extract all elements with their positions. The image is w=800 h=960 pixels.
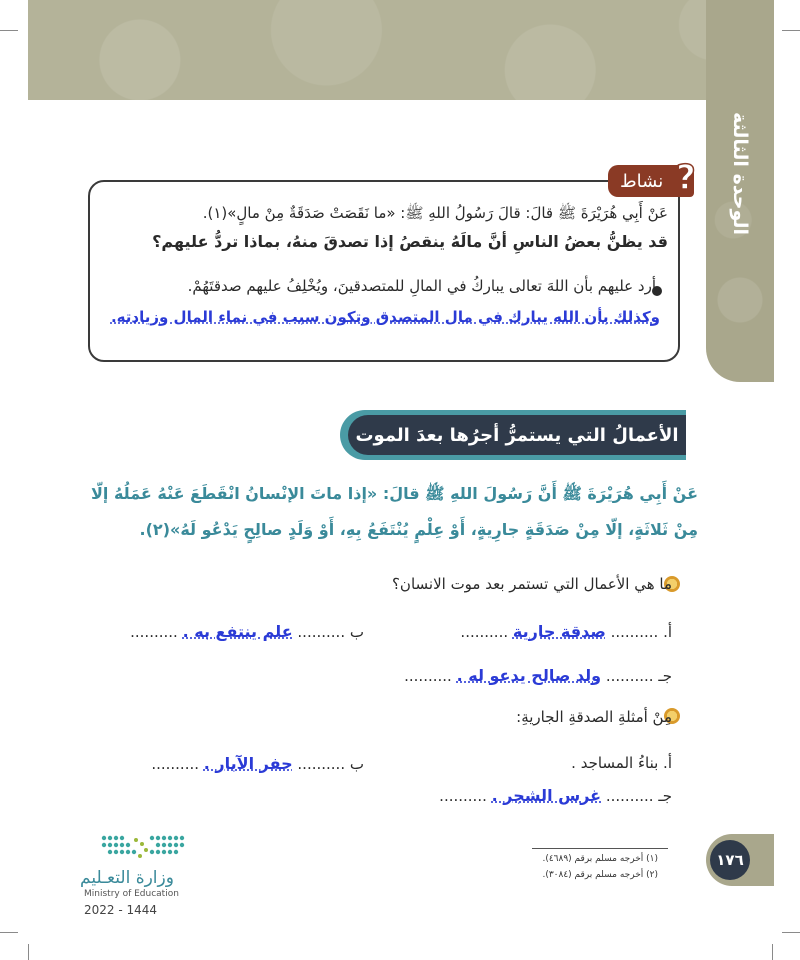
hadith-line-1: عَنْ أَبِي هُرَيْرَةَ ﷺ أَنَّ رَسُولَ اللهِ ﷺ قالَ: «إذا ماتَ الإنْسانُ انْقَطَعَ عَنْهُ عَمَلُهُ إلّا <box>91 484 698 503</box>
answer-dots: .......... <box>297 623 346 641</box>
page-number-text: ١٧٦ <box>716 851 744 869</box>
answer-1a <box>460 622 672 641</box>
activity-answer-written[interactable]: وكذلك بأن الله يبارك في مال المتصدق وتكون سبب في نماء المال وزيادته. <box>110 308 660 326</box>
activity-hadith: عَنْ أَبِي هُرَيْرَةَ ﷺ قالَ: قالَ رَسُولُ اللهِ ﷺ: «ما نَقَصَتْ صَدَقَةٌ مِنْ مالٍ»(١). <box>202 204 668 222</box>
unit-title: الوحدة الثالثة <box>729 111 751 235</box>
ministry-logo-arabic: وزارة التعـليم <box>80 868 174 888</box>
activity-tag-label: نشاط <box>620 170 664 192</box>
answer-1b <box>130 622 364 641</box>
question-2-prompt: مِنْ أمثلةِ الصدقةِ الجاريةِ: <box>516 708 672 726</box>
activity-question: قد يظنُّ بعضُ الناسِ أنَّ مالَهُ ينقصُ إذا تصدقَ منهُ، بماذا تردُّ عليهم؟ <box>152 232 668 251</box>
crop-mark <box>0 932 18 933</box>
footnote-1: (١) أخرجه مسلم برقم (٤٦٨٩). <box>542 854 658 864</box>
crop-mark <box>782 30 800 31</box>
ministry-logo-icon <box>96 832 192 860</box>
crop-mark <box>772 944 773 960</box>
answer-2b-text[interactable]: حفر الآبار . <box>203 754 293 773</box>
answer-1c-text[interactable]: ولد صالح يدعو له . <box>456 666 602 685</box>
answer-1a-prefix: أ. <box>663 623 672 641</box>
header-band <box>28 0 774 100</box>
section-title <box>348 415 686 455</box>
crop-mark <box>0 30 18 31</box>
edition-year: 2022 - 1444 <box>84 903 158 917</box>
ministry-logo-english: Ministry of Education <box>84 889 179 899</box>
section-title-text: الأعمالُ التي يستمرُّ أجرُها بعدَ الموت <box>355 424 679 446</box>
crop-mark <box>782 932 800 933</box>
answer-2b <box>151 754 364 773</box>
answer-dots: .......... <box>439 787 487 805</box>
answer-2a <box>571 754 672 772</box>
answer-dots: .......... <box>404 667 452 685</box>
answer-dots: .......... <box>460 623 509 641</box>
answer-1c-prefix: جـ <box>658 667 672 685</box>
answer-2a-text: أ. بناءُ المساجد . <box>571 754 672 772</box>
answer-dots: .......... <box>297 755 346 773</box>
answer-1c <box>404 666 672 685</box>
page-number <box>710 840 750 880</box>
answer-2c-prefix: جـ <box>658 787 672 805</box>
footnote-2: (٢) أخرجه مسلم برقم (٣٠٨٤). <box>542 870 658 880</box>
section-banner <box>340 410 686 460</box>
answer-2b-prefix: ب <box>349 755 364 773</box>
answer-1b-text[interactable]: علم ينتفع به . <box>182 622 293 641</box>
answer-2c-text[interactable]: غرس الشجر . <box>491 786 602 805</box>
answer-1a-text[interactable]: صدقة جارية <box>512 622 606 641</box>
answer-2c <box>439 786 672 805</box>
footnote-rule <box>532 848 668 849</box>
answer-dots: .......... <box>605 667 654 685</box>
answer-dots: .......... <box>605 787 654 805</box>
answer-dots: .......... <box>610 623 659 641</box>
question-mark-icon: ? <box>676 158 696 198</box>
crop-mark <box>28 944 29 960</box>
answer-dots: .......... <box>151 755 199 773</box>
question-1-prompt: ما هي الأعمال التي تستمر بعد موت الانسان؟ <box>391 575 672 593</box>
hadith-line-2: مِنْ ثَلاثَةٍ، إلّا مِنْ صَدَقَةٍ جارِيةٍ، أَوْ عِلْمٍ يُنْتَفَعُ بِهِ، أَوْ وَلَدٍ صالِحٍ يَدْعُو لَهُ»(٢). <box>139 520 698 539</box>
activity-answer-printed: أرد عليهم بأن اللهَ تعالى يباركُ في المالِ للمتصدقينَ، ويُخْلِفُ عليهم صدقتَهُمْ. <box>187 277 656 295</box>
answer-1b-prefix: ب <box>349 623 364 641</box>
answer-dots: .......... <box>130 623 178 641</box>
